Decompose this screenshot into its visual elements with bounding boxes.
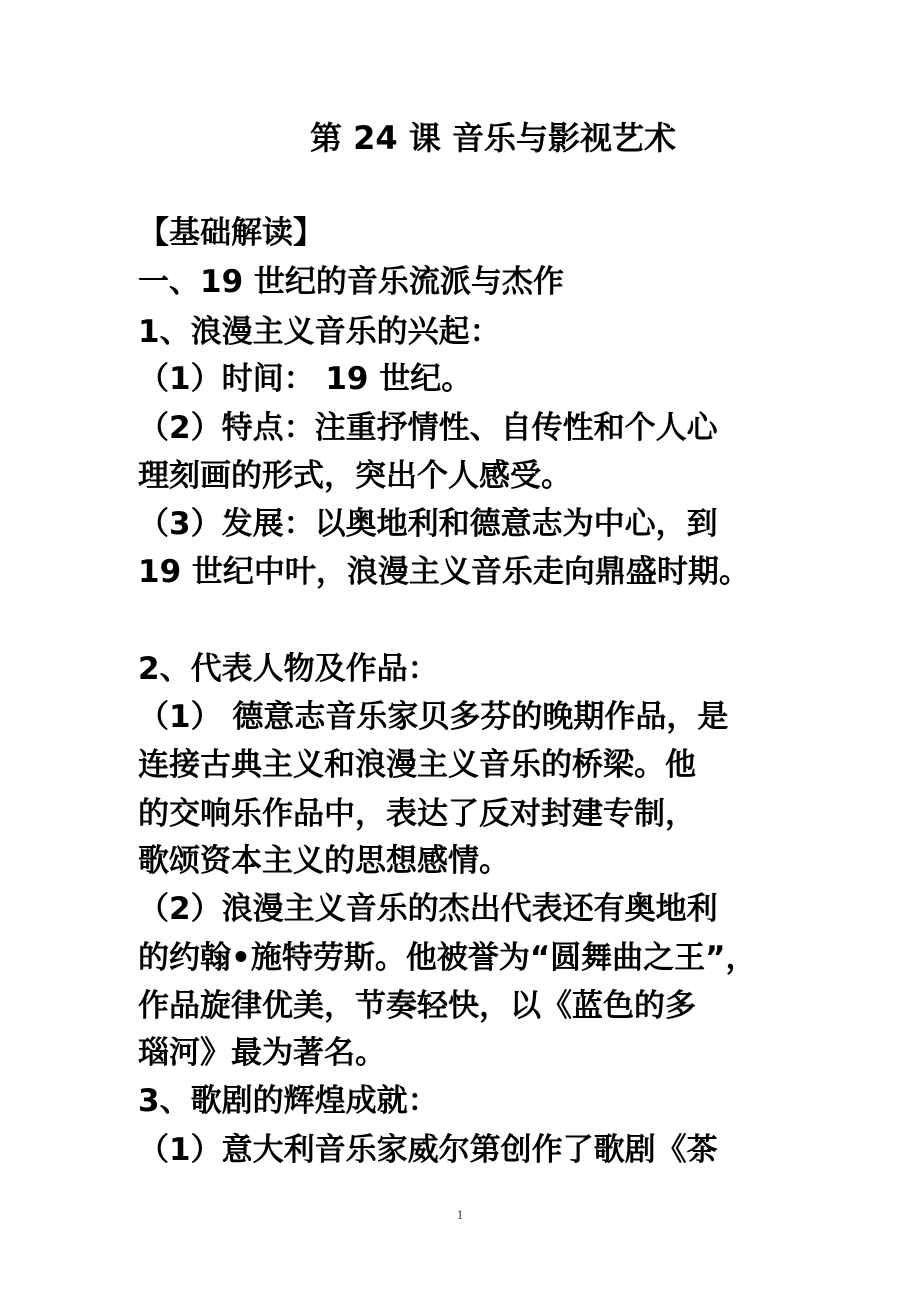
text-line-time: （1）时间： 19 世纪。 xyxy=(138,361,473,397)
text-line-strauss-4: 瑙河》最为著名。 xyxy=(138,1035,386,1071)
text-line-features: （2）特点：注重抒情性、自传性和个人心 xyxy=(138,410,718,446)
subsection-heading-opera: 3、歌剧的辉煌成就： xyxy=(138,1083,439,1119)
text-line-beethoven-4: 歌颂资本主义的思想感情。 xyxy=(138,843,510,879)
section-heading-19th-century-music: 一、19 世纪的音乐流派与杰作 xyxy=(138,264,564,300)
text-line-strauss: （2）浪漫主义音乐的杰出代表还有奥地利 xyxy=(138,891,718,927)
section-heading-basic-reading: 【基础解读】 xyxy=(138,215,324,251)
text-line-beethoven-2: 连接古典主义和浪漫主义音乐的桥梁。他 xyxy=(138,747,696,783)
text-line-strauss-3: 作品旋律优美，节奏轻快，以《蓝色的多 xyxy=(138,988,696,1024)
text-line-features-continued: 理刻画的形式，突出个人感受。 xyxy=(138,458,572,494)
text-line-development: （3）发展：以奥地利和德意志为中心，到 xyxy=(138,506,718,542)
lesson-title: 第 24 课 音乐与影视艺术 xyxy=(310,119,676,157)
subsection-heading-romantic-music-rise: 1、浪漫主义音乐的兴起： xyxy=(138,314,501,350)
text-line-verdi: （1）意大利音乐家威尔第创作了歌剧《茶 xyxy=(138,1132,718,1168)
text-line-beethoven: （1） 德意志音乐家贝多芬的晚期作品，是 xyxy=(138,699,729,735)
text-line-strauss-2: 的约翰•施特劳斯。他被誉为“圆舞曲之王”， xyxy=(138,940,757,976)
text-line-beethoven-3: 的交响乐作品中，表达了反对封建专制， xyxy=(138,796,696,832)
page-number: 1 xyxy=(456,1207,464,1222)
subsection-heading-representatives: 2、代表人物及作品： xyxy=(138,651,439,687)
text-line-development-continued: 19 世纪中叶，浪漫主义音乐走向鼎盛时期。 xyxy=(138,554,750,590)
